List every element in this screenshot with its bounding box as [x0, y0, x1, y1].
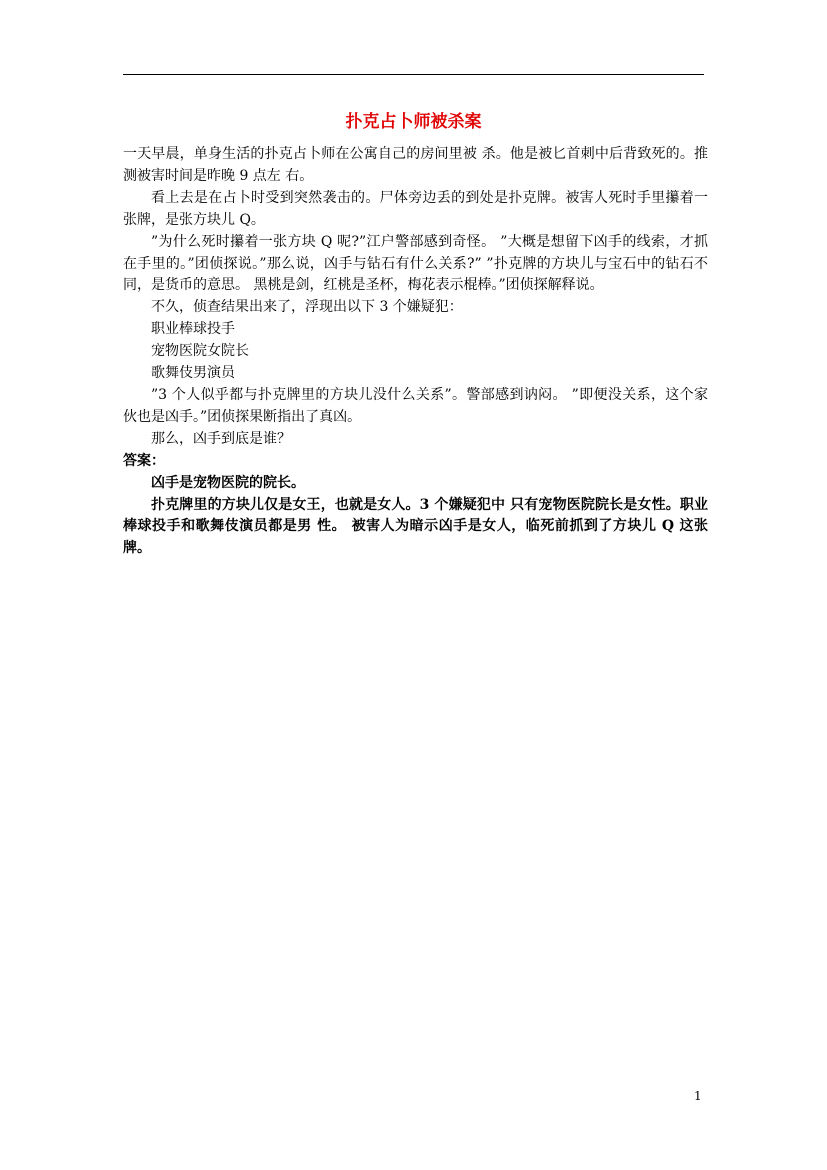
story-paragraph: ”为什么死时攥着一张方块 Q 呢?”江户警部感到奇怪。 ”大概是想留下凶手的线索，才抓在手里的。”团侦探说。”那么说，凶手与钻石有什么关系?” ”扑克牌的方块儿与宝石中的钻石不同，是货币的意思。 黑桃是剑，红桃是圣杯，梅花表示棍棒。”团侦探解释说。	[123, 233, 708, 294]
story-paragraph: 不久，侦查结果出来了，浮现出以下 3 个嫌疑犯：	[151, 299, 463, 316]
suspect-item: 歌舞伎男演员	[151, 365, 235, 382]
story-paragraph: ”3 个人似乎都与扑克牌里的方块儿没什么关系”。警部感到讷闷。 ”即便没关系，这个家伙也是凶手。”团侦探果断指出了真凶。	[123, 386, 708, 425]
suspect-item: 职业棒球投手	[151, 321, 235, 338]
answer-paragraph: 凶手是宠物医院的院长。	[151, 474, 305, 491]
page-number: 1	[694, 1089, 702, 1103]
story-paragraph: 一天早晨，单身生活的扑克占卜师在公寓自己的房间里被 杀。他是被匕首刺中后背致死的。推测被害时间是昨晚 9 点左 右。	[123, 146, 708, 184]
story-paragraph: 看上去是在占卜时受到突然袭击的。尸体旁边丢的到处是扑克牌。被害人死时手里攥着一张牌，是张方块儿 Q。	[123, 189, 708, 228]
suspect-item: 宠物医院女院长	[151, 343, 249, 360]
page-title: 扑克占卜师被杀案	[345, 112, 482, 132]
question-paragraph: 那么，凶手到底是谁？	[151, 430, 291, 447]
header-rule	[123, 74, 704, 75]
answer-label: 答案：	[123, 452, 165, 469]
document-body	[123, 144, 708, 560]
answer-paragraph: 扑克牌里的方块儿仅是女王，也就是女人。3 个嫌疑犯中 只有宠物医院院长是女性。职业棒球投手和歌舞伎演员都是男 性。 被害人为暗示凶手是女人，临死前抓到了方块儿 Q 这张 牌。	[123, 496, 708, 557]
